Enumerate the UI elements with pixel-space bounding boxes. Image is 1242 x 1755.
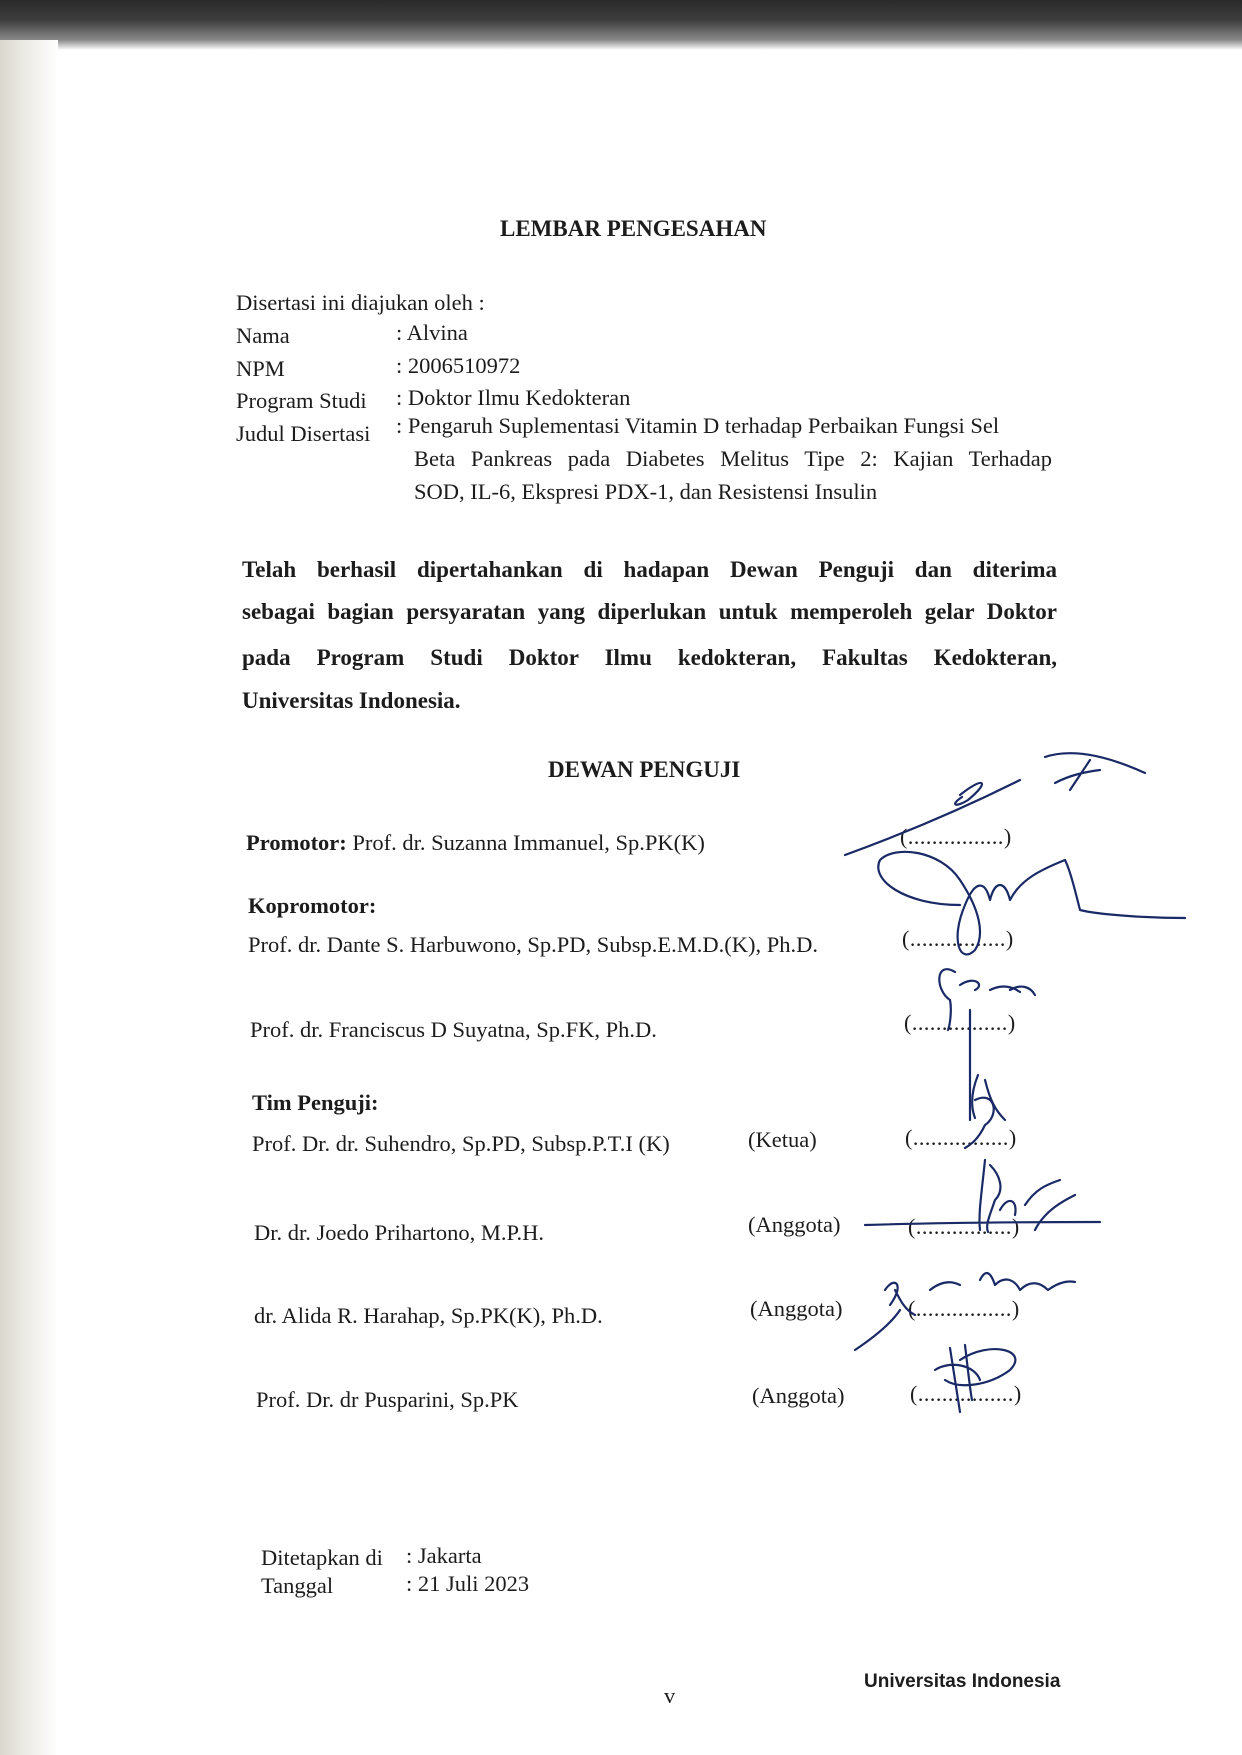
tim-role-3: (Anggota) <box>750 1296 843 1321</box>
signature-line-tim-1: (................) <box>905 1125 1017 1150</box>
signature-line-promotor: (................) <box>900 824 1012 849</box>
signature-tim-3 <box>855 1273 1075 1350</box>
signature-line-tim-2: (................) <box>908 1214 1020 1239</box>
signature-line-kopromotor-2: (................) <box>904 1010 1016 1035</box>
signature-line-tim-3: (................) <box>908 1296 1020 1321</box>
signature-line-kopromotor-1: (................) <box>902 926 1014 951</box>
tim-role-2: (Anggota) <box>748 1212 841 1237</box>
promotor-label: Promotor: <box>246 830 347 855</box>
field-label-program: Program Studi <box>236 388 367 413</box>
tim-name-4: Prof. Dr. dr Pusparini, Sp.PK <box>256 1387 519 1412</box>
signature-tim-4 <box>935 1345 1015 1412</box>
kopromotor-label: Kopromotor: <box>248 893 377 918</box>
tim-name-1: Prof. Dr. dr. Suhendro, Sp.PD, Subsp.P.T.I (K) <box>252 1131 670 1156</box>
signature-line-tim-4: (................) <box>910 1381 1022 1406</box>
field-value-nama: : Alvina <box>396 320 468 345</box>
field-label-judul: Judul Disertasi <box>236 421 371 446</box>
intro-text: Disertasi ini diajukan oleh : <box>236 290 485 315</box>
tim-name-3: dr. Alida R. Harahap, Sp.PK(K), Ph.D. <box>254 1303 603 1328</box>
judul-line-3: SOD, IL-6, Ekspresi PDX-1, dan Resistensi Insulin <box>414 479 878 504</box>
field-value-judul: : Pengaruh Suplementasi Vitamin D terhadap Perbaikan Fungsi Sel <box>396 413 1000 438</box>
ditetapkan-label: Ditetapkan di <box>261 1545 383 1570</box>
statement-line-1: Telah berhasil dipertahankan di hadapan Dewan Penguji dan diterima <box>242 557 1057 582</box>
kopromotor-name-2: Prof. dr. Franciscus D Suyatna, Sp.FK, Ph.D. <box>250 1017 657 1042</box>
field-label-npm: NPM <box>236 356 285 381</box>
tim-name-2: Dr. dr. Joedo Prihartono, M.P.H. <box>254 1220 545 1245</box>
footer-university: Universitas Indonesia <box>864 1671 1061 1692</box>
tim-label: Tim Penguji: <box>252 1090 379 1115</box>
signature-kopromotor-1 <box>878 852 1185 955</box>
field-value-program: : Doktor Ilmu Kedokteran <box>396 385 631 410</box>
judul-line-2: Beta Pankreas pada Diabetes Melitus Tipe 2: Kajian Terhadap <box>414 446 1052 471</box>
page-number: v <box>664 1683 676 1708</box>
ditetapkan-value: : Jakarta <box>406 1543 482 1568</box>
dewan-title: DEWAN PENGUJI <box>548 757 741 782</box>
page-title: LEMBAR PENGESAHAN <box>500 216 767 241</box>
kopromotor-name-1: Prof. dr. Dante S. Harbuwono, Sp.PD, Subsp.E.M.D.(K), Ph.D. <box>248 932 819 957</box>
field-value-npm: : 2006510972 <box>396 353 521 378</box>
tim-role-4: (Anggota) <box>752 1383 845 1408</box>
signature-promotor <box>845 753 1145 855</box>
promotor-name: Prof. dr. Suzanna Immanuel, Sp.PK(K) <box>352 830 705 855</box>
statement-line-3: pada Program Studi Doktor Ilmu kedokteran, Fakultas Kedokteran, <box>242 645 1057 670</box>
statement-line-4: Universitas Indonesia. <box>242 688 461 713</box>
tim-role-1: (Ketua) <box>748 1127 817 1152</box>
field-label-nama: Nama <box>236 323 290 348</box>
tanggal-label: Tanggal <box>261 1573 334 1598</box>
signature-tim-2 <box>865 1160 1100 1232</box>
statement-line-2: sebagai bagian persyaratan yang diperlukan untuk memperoleh gelar Doktor <box>242 599 1057 624</box>
tanggal-value: : 21 Juli 2023 <box>406 1571 530 1596</box>
